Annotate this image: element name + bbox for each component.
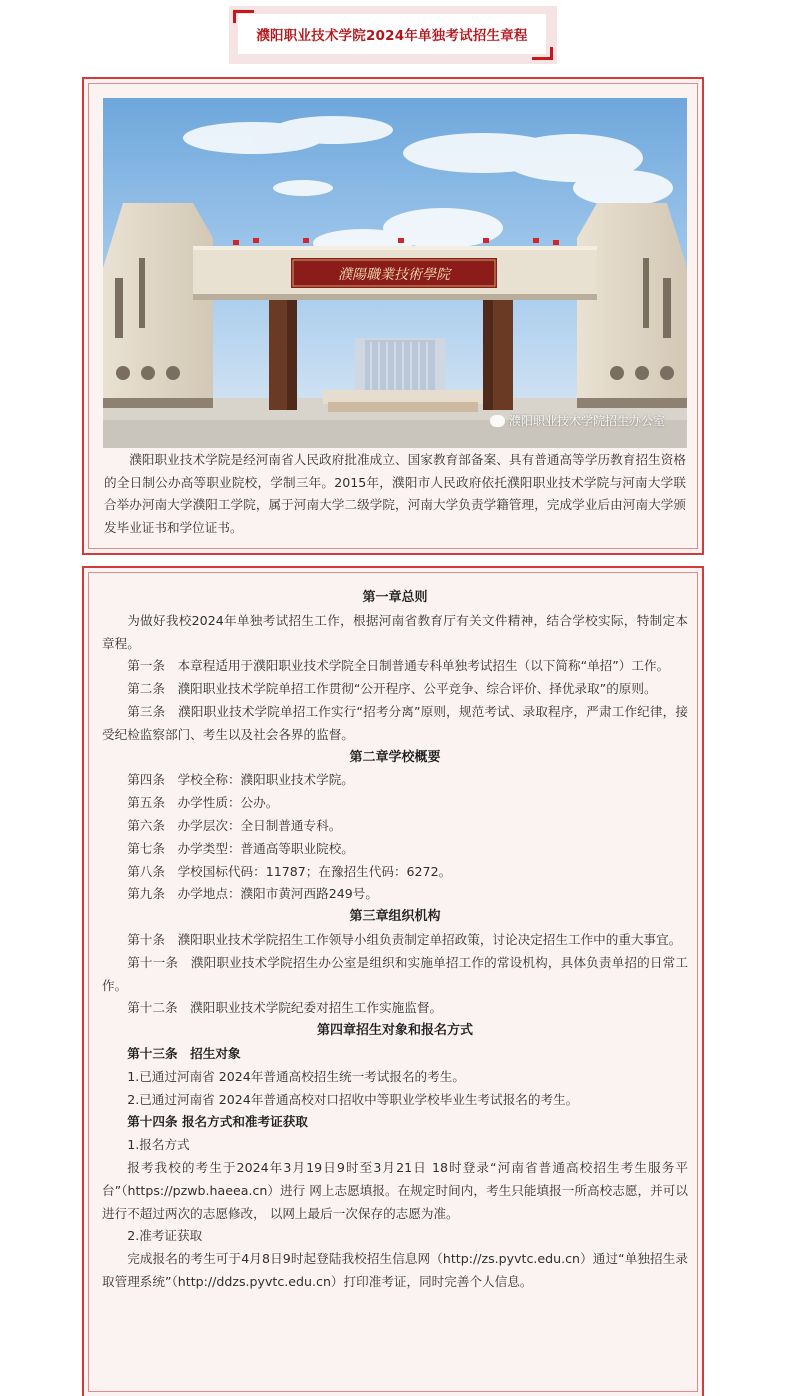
watermark-text: 濮阳职业技术学院招生办公室: [508, 414, 665, 428]
article-13-item-2: 2.已通过河南省 2024年普通高校对口招收中等职业学校毕业生考试报名的考生。: [127, 1091, 579, 1107]
article-14-subheading-2: 2.准考证获取: [127, 1228, 203, 1244]
article-14-registration-text: 报考我校的考生于2024年3月19日9时至3月21日 18时登录“河南省普通高校招生考生服务平台”（https://pzwb.haeea.cn）进行 网上志愿填报。在规定时间内，考生只能填报一所高校志愿，并可以进行不超过两次的志愿修改， 以网上最后一次保存的志愿为准。: [102, 1159, 688, 1221]
school-introduction: 濮阳职业技术学院是经河南省人民政府批准成立、国家教育部备案、具有普通高等学历教育招生资格的全日制公办高等职业院校，学制三年。2015年，濮阳市人民政府依托濮阳职业技术学院与河南大学联合举办河南大学濮阳工学院，属于河南大学二级学院，河南大学负责学籍管理，完成学业后由河南大学颁发毕业证书和学位证书。: [104, 452, 686, 535]
article-14-heading: 第十四条 报名方式和准考证获取: [127, 1114, 308, 1130]
chapter-1-preamble: 为做好我校2024年单独考试招生工作，根据河南省教育厅有关文件精神，结合学校实际，特制定本章程。: [102, 612, 688, 651]
photo-watermark: [490, 412, 665, 429]
article-13-item-1: 1.已通过河南省 2024年普通高校招生统一考试报名的考生。: [127, 1068, 465, 1084]
charter-panel: [82, 566, 704, 1396]
article-7: 第七条 办学类型：普通高等职业院校。: [127, 840, 354, 856]
article-9: 第九条 办学地点：濮阳市黄河西路249号。: [127, 886, 378, 902]
article-11: 第十一条 濮阳职业技术学院招生办公室是组织和实施单招工作的常设机构，具体负责单招的日常工作。: [102, 954, 688, 993]
gate-sign-text: 濮陽職業技術學院: [338, 267, 450, 283]
intro-panel: [82, 77, 704, 555]
article-3: 第三条 濮阳职业技术学院单招工作实行“招考分离”原则，规范考试、录取程序，严肃工作纪律，接受纪检监察部门、考生以及社会各界的监督。: [102, 703, 688, 742]
title-banner-box: [238, 14, 546, 54]
title-banner: [229, 6, 557, 64]
campus-gate-photo: [103, 98, 687, 448]
chapter-4-title: 第四章招生对象和报名方式: [316, 1023, 473, 1039]
page-title: 濮阳职业技术学院2024年单独考试招生章程: [256, 28, 528, 44]
article-10: 第十条 濮阳职业技术学院招生工作领导小组负责制定单招政策，讨论决定招生工作中的重大事宜。: [127, 931, 682, 947]
banner-corner-decoration: [532, 47, 553, 60]
article-2: 第二条 濮阳职业技术学院单招工作贯彻“公开程序、公平竞争、综合评价、择优录取”的原则。: [127, 681, 657, 697]
article-8: 第八条 学校国标代码：11787；在豫招生代码：6272。: [127, 863, 452, 879]
article-13-heading: 第十三条 招生对象: [127, 1045, 241, 1061]
article-14-admission-ticket-text: 完成报名的考生可于4月8日9时起登陆我校招生信息网（http://zs.pyvtc.edu.cn）通过“单独招生录取管理系统”（http://ddzs.pyvtc.edu.cn）打印准考证，同时完善个人信息。: [102, 1251, 688, 1289]
article-12: 第十二条 濮阳职业技术学院纪委对招生工作实施监督。: [127, 1000, 443, 1016]
charter-content: [102, 587, 688, 1294]
chapter-1-title: 第一章总则: [362, 590, 428, 605]
article-1: 第一条 本章程适用于濮阳职业技术学院全日制普通专科单独考试招生（以下简称“单招”）工作。: [127, 658, 670, 674]
article-6: 第六条 办学层次：全日制普通专科。: [127, 817, 342, 833]
wechat-icon: [490, 415, 505, 427]
article-14-subheading-1: 1.报名方式: [127, 1137, 190, 1153]
chapter-3-title: 第三章组织机构: [349, 909, 441, 925]
article-4: 第四条 学校全称：濮阳职业技术学院。: [127, 772, 354, 788]
article-5: 第五条 办学性质：公办。: [127, 795, 279, 811]
chapter-2-title: 第二章学校概要: [349, 749, 441, 765]
